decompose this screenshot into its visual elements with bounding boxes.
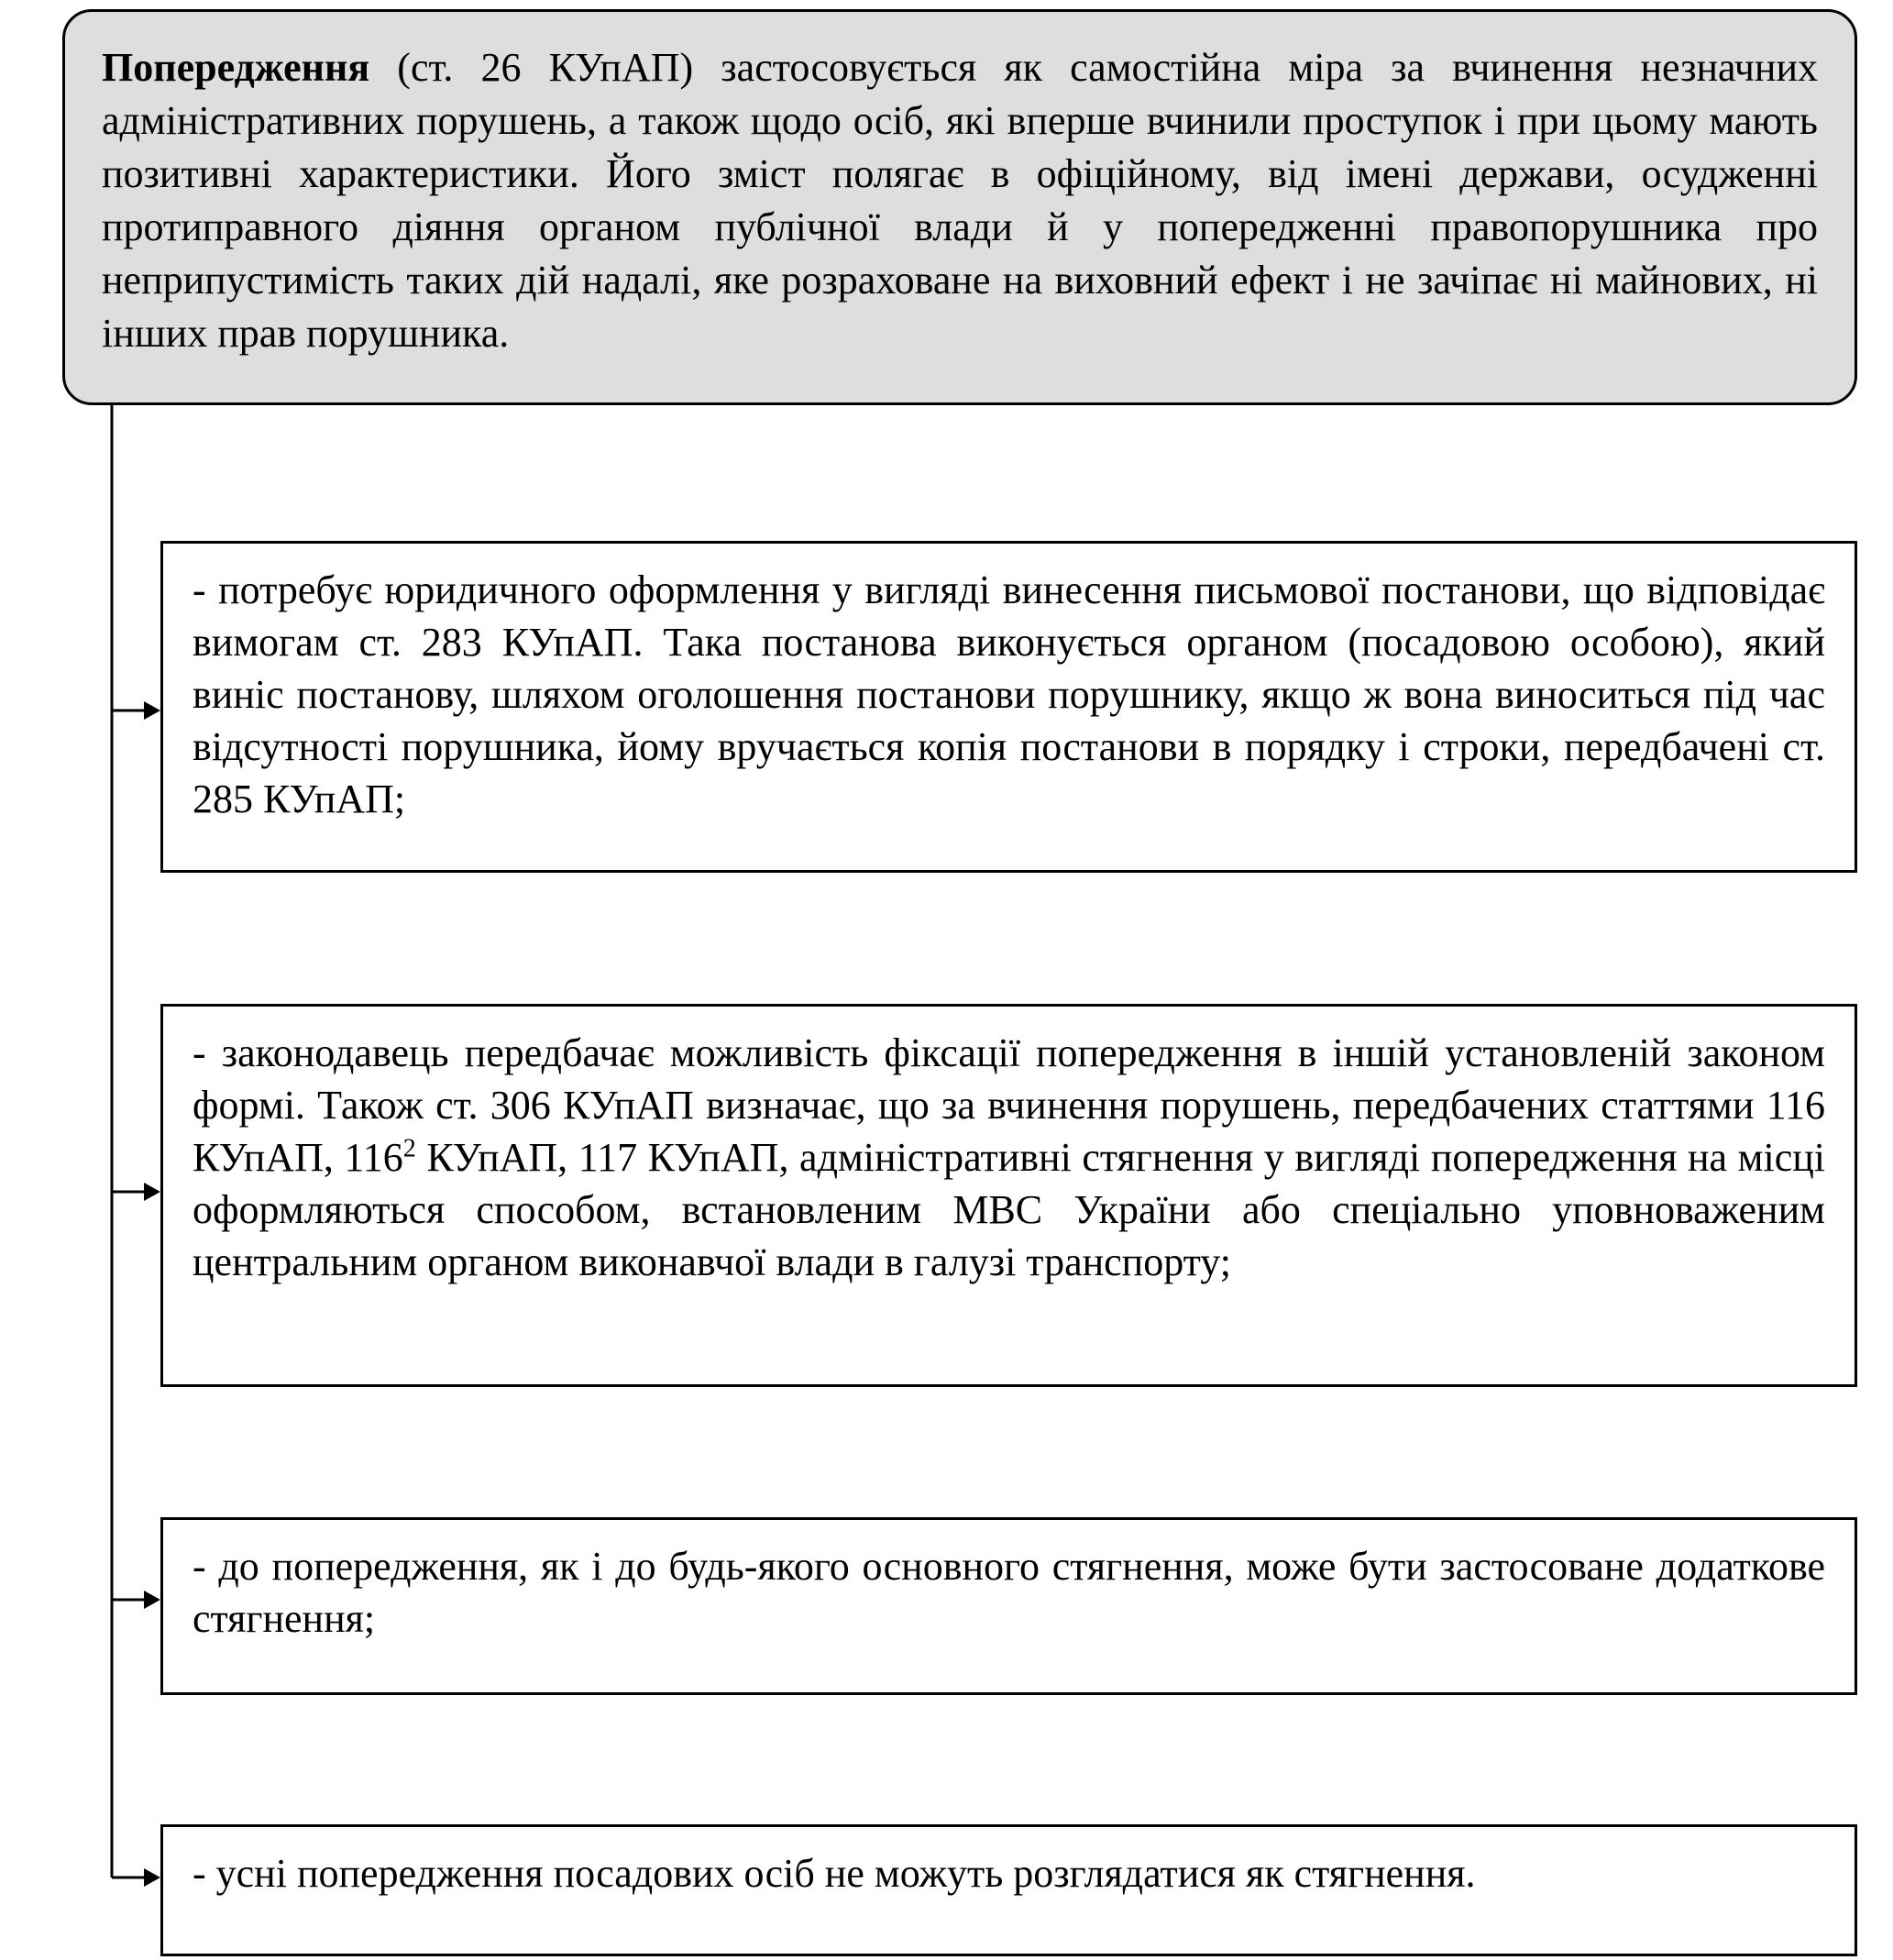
definition-box bbox=[62, 9, 1857, 405]
feature-text-4: - усні попередження посадових осіб не можуть розглядатися як стягнення. bbox=[193, 1851, 1476, 1896]
feature-box-4 bbox=[160, 1824, 1857, 1956]
arrow-to-item-2 bbox=[112, 1183, 160, 1201]
arrow-to-item-1 bbox=[112, 701, 160, 720]
arrow-to-item-3 bbox=[112, 1591, 160, 1609]
feature-text-2-part-2: КУпАП, 117 КУпАП, адміністративні стягнення у вигляді попередження на місці оформляються способом, встановленим МВС України або спеціально уповноваженим центральним органом виконавчої влади в галузі транспорту; bbox=[193, 1135, 1826, 1284]
definition-text: (ст. 26 КУпАП) застосовується як самостійна міра за вчинення незначних адміністративних порушень, а також щодо осіб, які вперше вчинили проступок і при цьому мають позитивні характеристики. Його зміст полягає в офіційному, від імені держави, осудженні протиправного діяння органом публічної влади й у попередженні правопорушника про неприпустимість таких дій надалі, яке розраховане на виховний ефект і не зачіпає ні майнових, ні інших прав порушника. bbox=[102, 45, 1818, 356]
feature-box-3 bbox=[160, 1517, 1857, 1695]
definition-term: Попередження bbox=[102, 45, 370, 90]
feature-box-2 bbox=[160, 1004, 1857, 1387]
feature-box-1 bbox=[160, 541, 1857, 873]
feature-text-1: - потребує юридичного оформлення у вигляді винесення письмової постанови, що відповідає вимогам ст. 283 КУпАП. Така постанова виконується органом (посадовою особою), який виніс постанову, шляхом оголошення постанови порушнику, якщо ж вона виноситься під час відсутності порушника, йому вручається копія постанови в порядку і строки, передбачені ст. 285 КУпАП; bbox=[193, 567, 1825, 821]
arrow-to-item-4 bbox=[112, 1868, 160, 1887]
feature-text-3: - до попередження, як і до будь-якого основного стягнення, може бути застосоване додаткове стягнення; bbox=[193, 1544, 1825, 1641]
feature-text-2-part-1: - законодавець передбачає можливість фіксації попередження в іншій установленій законом формі. Також ст. 306 КУпАП визначає, що за вчинення порушень, передбачених статтями 116 КУпАП, 116 bbox=[193, 1030, 1825, 1180]
feature-text-2-superscript: 2 bbox=[402, 1134, 416, 1163]
